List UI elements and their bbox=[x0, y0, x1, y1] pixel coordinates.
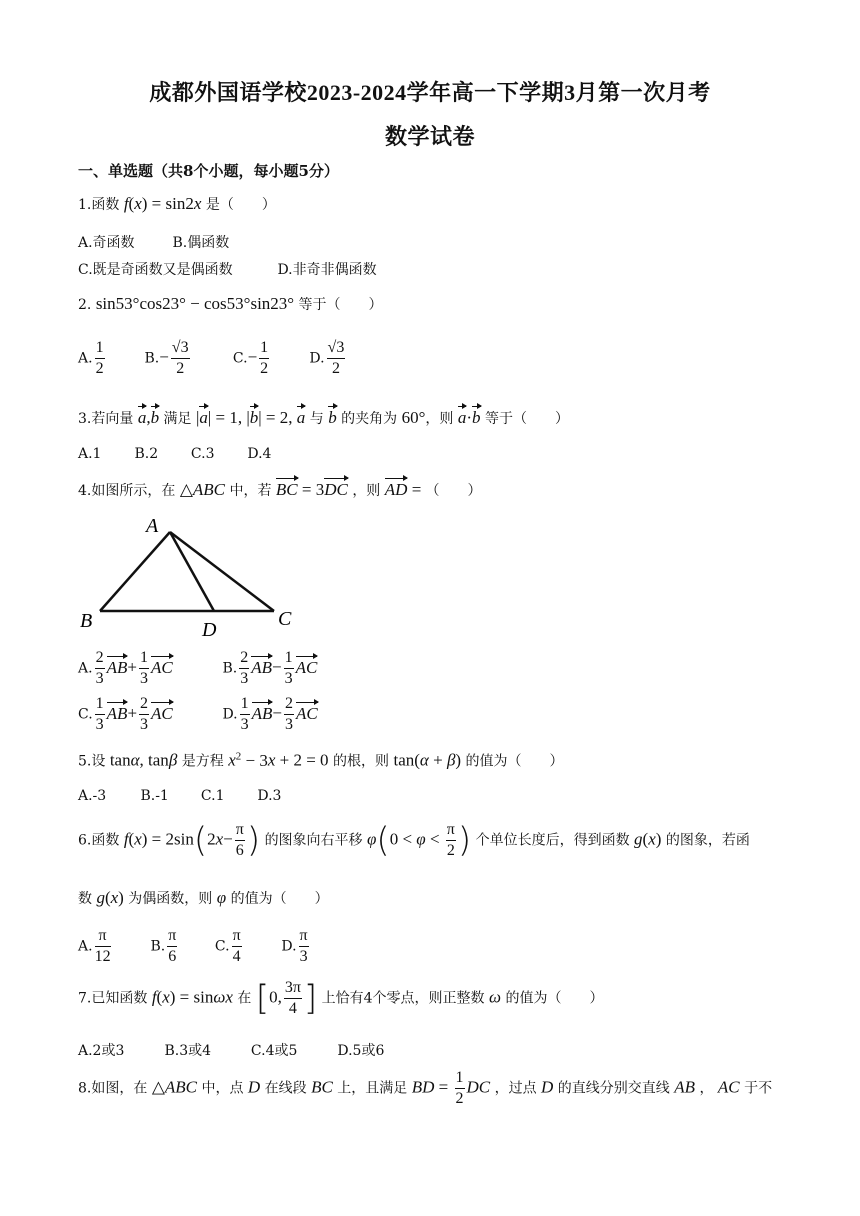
question-3-options bbox=[78, 446, 271, 462]
option-b[interactable]: B.偶函数 bbox=[172, 235, 230, 251]
label-a: A bbox=[146, 515, 159, 537]
question-5-options bbox=[78, 788, 281, 804]
question-1-stem: 1.函数 f(x) = sin2x 是（ ） bbox=[78, 194, 276, 213]
question-5-stem: 5.设 tanα, tanβ 是方程 $x^2 - 3x + 2 = 0$ 的根，则 tan(α + β) 的值为（ ） bbox=[78, 750, 564, 770]
question-7-stem: 7.已知函数 f(x) = sinωx 在 [0, $\frac{3\pi}{4}$ ] 上恰有4个零点，则正整数 ω 的值为（ ） bbox=[78, 978, 604, 1019]
question-6-stem-line2: 数 g(x) 为偶函数，则 φ 的值为（ ） bbox=[78, 888, 329, 907]
segment-ad bbox=[170, 532, 214, 611]
option-d[interactable]: D.非奇非偶函数 bbox=[277, 262, 377, 278]
option-c[interactable]: C.1 bbox=[200, 788, 225, 804]
option-b[interactable]: B.− $\frac{√3}{2}$ bbox=[144, 339, 189, 377]
option-c[interactable]: C. $\frac{\pi}{4}$ bbox=[214, 927, 241, 965]
label-c: C bbox=[278, 608, 292, 630]
label-b: B bbox=[80, 610, 93, 632]
option-d[interactable]: D. $\frac{\pi}{3}$ bbox=[281, 927, 308, 965]
question-8-stem: 8.如图，在 △ABC 中，点 D 在线段 BC 上，且满足 BD = $\frac{1}{2}$ DC ，过点 D 的直线分别交直线 AB ， AC 于不 bbox=[78, 1069, 773, 1107]
question-3-stem: 3.若向量 a,b 满足 |a| = 1, |b| = 2, a 与 b 的夹角为 60°，则 a·b 等于（ ） bbox=[78, 408, 569, 427]
option-d[interactable]: D.4 bbox=[247, 446, 272, 462]
option-b[interactable]: B.3或4 bbox=[164, 1043, 212, 1059]
question-2-stem: 2. sin53°cos23° − cos53°sin23° 等于（ ） bbox=[78, 294, 383, 313]
option-d[interactable]: D. $\frac{1}{3}$ AB− $\frac{2}{3}$ AC bbox=[222, 695, 318, 733]
option-d[interactable]: D.5或6 bbox=[337, 1043, 385, 1059]
question-1-options-row2 bbox=[78, 259, 377, 279]
option-a[interactable]: A.2或3 bbox=[78, 1043, 125, 1059]
question-6-stem-line1: 6.函数 f(x) = 2sin(2x− $\frac{\pi}{6}$ ) 的图象向右平移 φ(0 < φ < $\frac{\pi}{2}$ ) 个单位长度后，得到函数 g(x) 的图象，若函 bbox=[78, 820, 750, 861]
question-7-options bbox=[78, 1040, 384, 1060]
option-a[interactable]: A. $\frac{\pi}{12}$ bbox=[78, 927, 111, 965]
option-d[interactable]: D. $\frac{√3}{2}$ bbox=[309, 339, 345, 377]
option-c[interactable]: C. $\frac{1}{3}$ AB+ $\frac{2}{3}$ AC bbox=[78, 695, 173, 733]
question-4-stem: 4.如图所示，在 △ABC 中，若 BC = 3DC ，则 AD = （ ） bbox=[78, 480, 482, 499]
option-a[interactable]: A. $\frac{2}{3}$ AB+ $\frac{1}{3}$ AC bbox=[78, 649, 173, 687]
option-b[interactable]: B.-1 bbox=[140, 788, 169, 804]
exam-title: 成都外国语学校2023-2024学年高一下学期3月第一次月考 bbox=[149, 80, 711, 105]
option-c[interactable]: C.3 bbox=[190, 446, 215, 462]
label-d: D bbox=[202, 619, 217, 640]
option-c[interactable]: C.− $\frac{1}{2}$ bbox=[232, 339, 269, 377]
option-b[interactable]: B.2 bbox=[134, 446, 159, 462]
triangle-figure bbox=[74, 510, 304, 640]
side-ac bbox=[170, 532, 274, 611]
option-a[interactable]: A.-3 bbox=[78, 788, 107, 804]
option-b[interactable]: B. $\frac{2}{3}$ AB− $\frac{1}{3}$ AC bbox=[222, 649, 318, 687]
question-6-options bbox=[78, 926, 311, 967]
option-a[interactable]: A. $\frac{1}{2}$ bbox=[78, 339, 104, 377]
question-1-options-row1 bbox=[78, 232, 229, 252]
section-heading: 一、单选题（共8个小题，每小题5分） bbox=[78, 162, 339, 180]
option-c[interactable]: C.4或5 bbox=[250, 1043, 298, 1059]
option-d[interactable]: D.3 bbox=[257, 788, 282, 804]
exam-subtitle: 数学试卷 bbox=[384, 124, 475, 149]
option-a[interactable]: A.1 bbox=[78, 446, 102, 462]
option-c[interactable]: C.既是奇函数又是偶函数 bbox=[78, 262, 233, 278]
option-b[interactable]: B. $\frac{\pi}{6}$ bbox=[150, 927, 177, 965]
question-4-options-row2 bbox=[78, 694, 318, 735]
question-2-options bbox=[78, 338, 347, 379]
question-4-options-row1 bbox=[78, 648, 317, 689]
side-ab bbox=[100, 532, 170, 611]
option-a[interactable]: A.奇函数 bbox=[78, 235, 135, 251]
